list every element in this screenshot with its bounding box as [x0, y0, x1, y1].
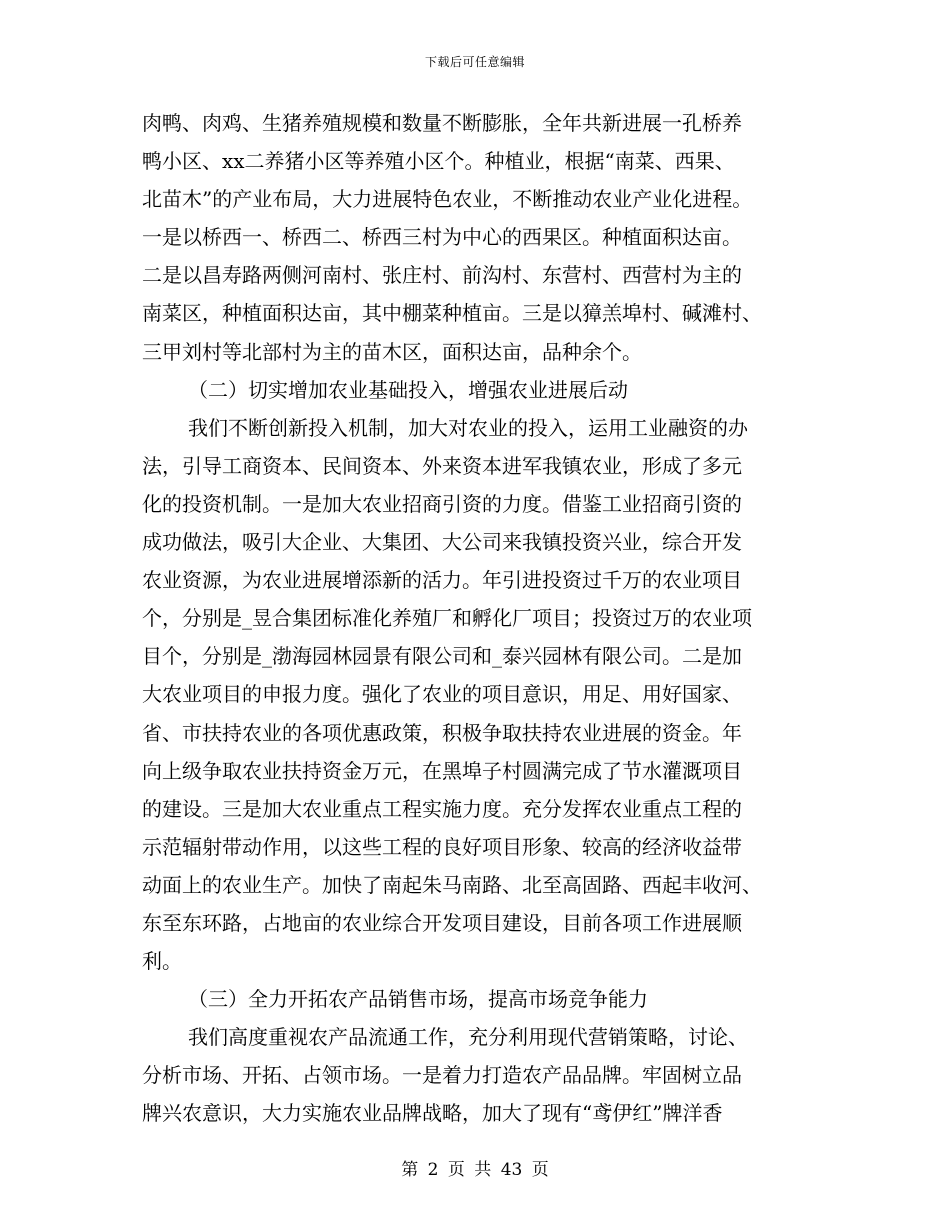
text-line: 向上级争取农业扶持资金万元，在黑埠子村圆满完成了节水灌溉项目	[142, 758, 742, 783]
page-header-note: 下载后可任意编辑	[424, 55, 525, 69]
text-line: 我们高度重视农产品流通工作，充分利用现代营销策略，讨论、	[188, 1025, 748, 1050]
text-line: 示范辐射带动作用，以这些工程的良好项目形象、较高的经济收益带	[142, 834, 742, 859]
text-line: 目个，分别是_渤海园林园景有限公司和_泰兴园林有限公司。二是加	[142, 644, 742, 669]
text-line: 三甲刘村等北部村为主的苗木区，面积达亩，品种余个。	[142, 339, 642, 364]
text-line: 大农业项目的申报力度。强化了农业的项目意识，用足、用好国家、	[142, 682, 742, 707]
text-line: 一是以桥西一、桥西二、桥西三村为中心的西果区。种植面积达亩。	[142, 225, 742, 250]
text-line: 省、市扶持农业的各项优惠政策，积极争取扶持农业进展的资金。年	[142, 720, 742, 745]
text-line: （二）切实增加农业基础投入，增强农业进展后动	[188, 377, 628, 402]
text-line: 化的投资机制。一是加大农业招商引资的力度。借鉴工业招商引资的	[142, 491, 742, 516]
text-line: 动面上的农业生产。加快了南起朱马南路、北至高固路、西起丰收河、	[142, 872, 762, 897]
text-line: 二是以昌寿路两侧河南村、张庄村、前沟村、东营村、西营村为主的	[142, 263, 742, 288]
text-line: 牌兴农意识，大力实施农业品牌战略，加大了现有“鸢伊红”牌洋香	[142, 1101, 723, 1126]
text-line: 法，引导工商资本、民间资本、外来资本进军我镇农业，形成了多元	[142, 453, 742, 478]
text-line: 东至东环路，占地亩的农业综合开发项目建设，目前各项工作进展顺	[142, 910, 742, 935]
text-line: 鸭小区、xx二养猪小区等养殖小区个。种植业，根据“南菜、西果、	[142, 149, 735, 174]
text-line: 的建设。三是加大农业重点工程实施力度。充分发挥农业重点工程的	[142, 796, 742, 821]
text-line: 我们不断创新投入机制，加大对农业的投入，运用工业融资的办	[188, 415, 748, 440]
page-number-footer: 第 2 页 共 43 页	[401, 1160, 549, 1180]
text-line: 南菜区，种植面积达亩，其中棚菜种植亩。三是以獐羔埠村、碱滩村、	[142, 301, 762, 326]
document-body	[142, 104, 808, 1133]
text-line: 分析市场、开拓、占领市场。一是着力打造农产品品牌。牢固树立品	[142, 1063, 742, 1088]
text-line: （三）全力开拓农产品销售市场，提高市场竞争能力	[188, 987, 648, 1012]
text-line: 北苗木”的产业布局，大力进展特色农业，不断推动农业产业化进程。	[142, 187, 753, 212]
text-line: 成功做法，吸引大企业、大集团、大公司来我镇投资兴业，综合开发	[142, 530, 742, 555]
text-line: 利。	[142, 949, 182, 974]
text-line: 个，分别是_昱合集团标准化养殖厂和孵化厂项目；投资过万的农业项	[142, 606, 752, 631]
text-line: 肉鸭、肉鸡、生猪养殖规模和数量不断膨胀，全年共新进展一孔桥养	[142, 111, 742, 135]
text-line: 农业资源，为农业进展增添新的活力。年引进投资过千万的农业项目	[142, 568, 742, 593]
